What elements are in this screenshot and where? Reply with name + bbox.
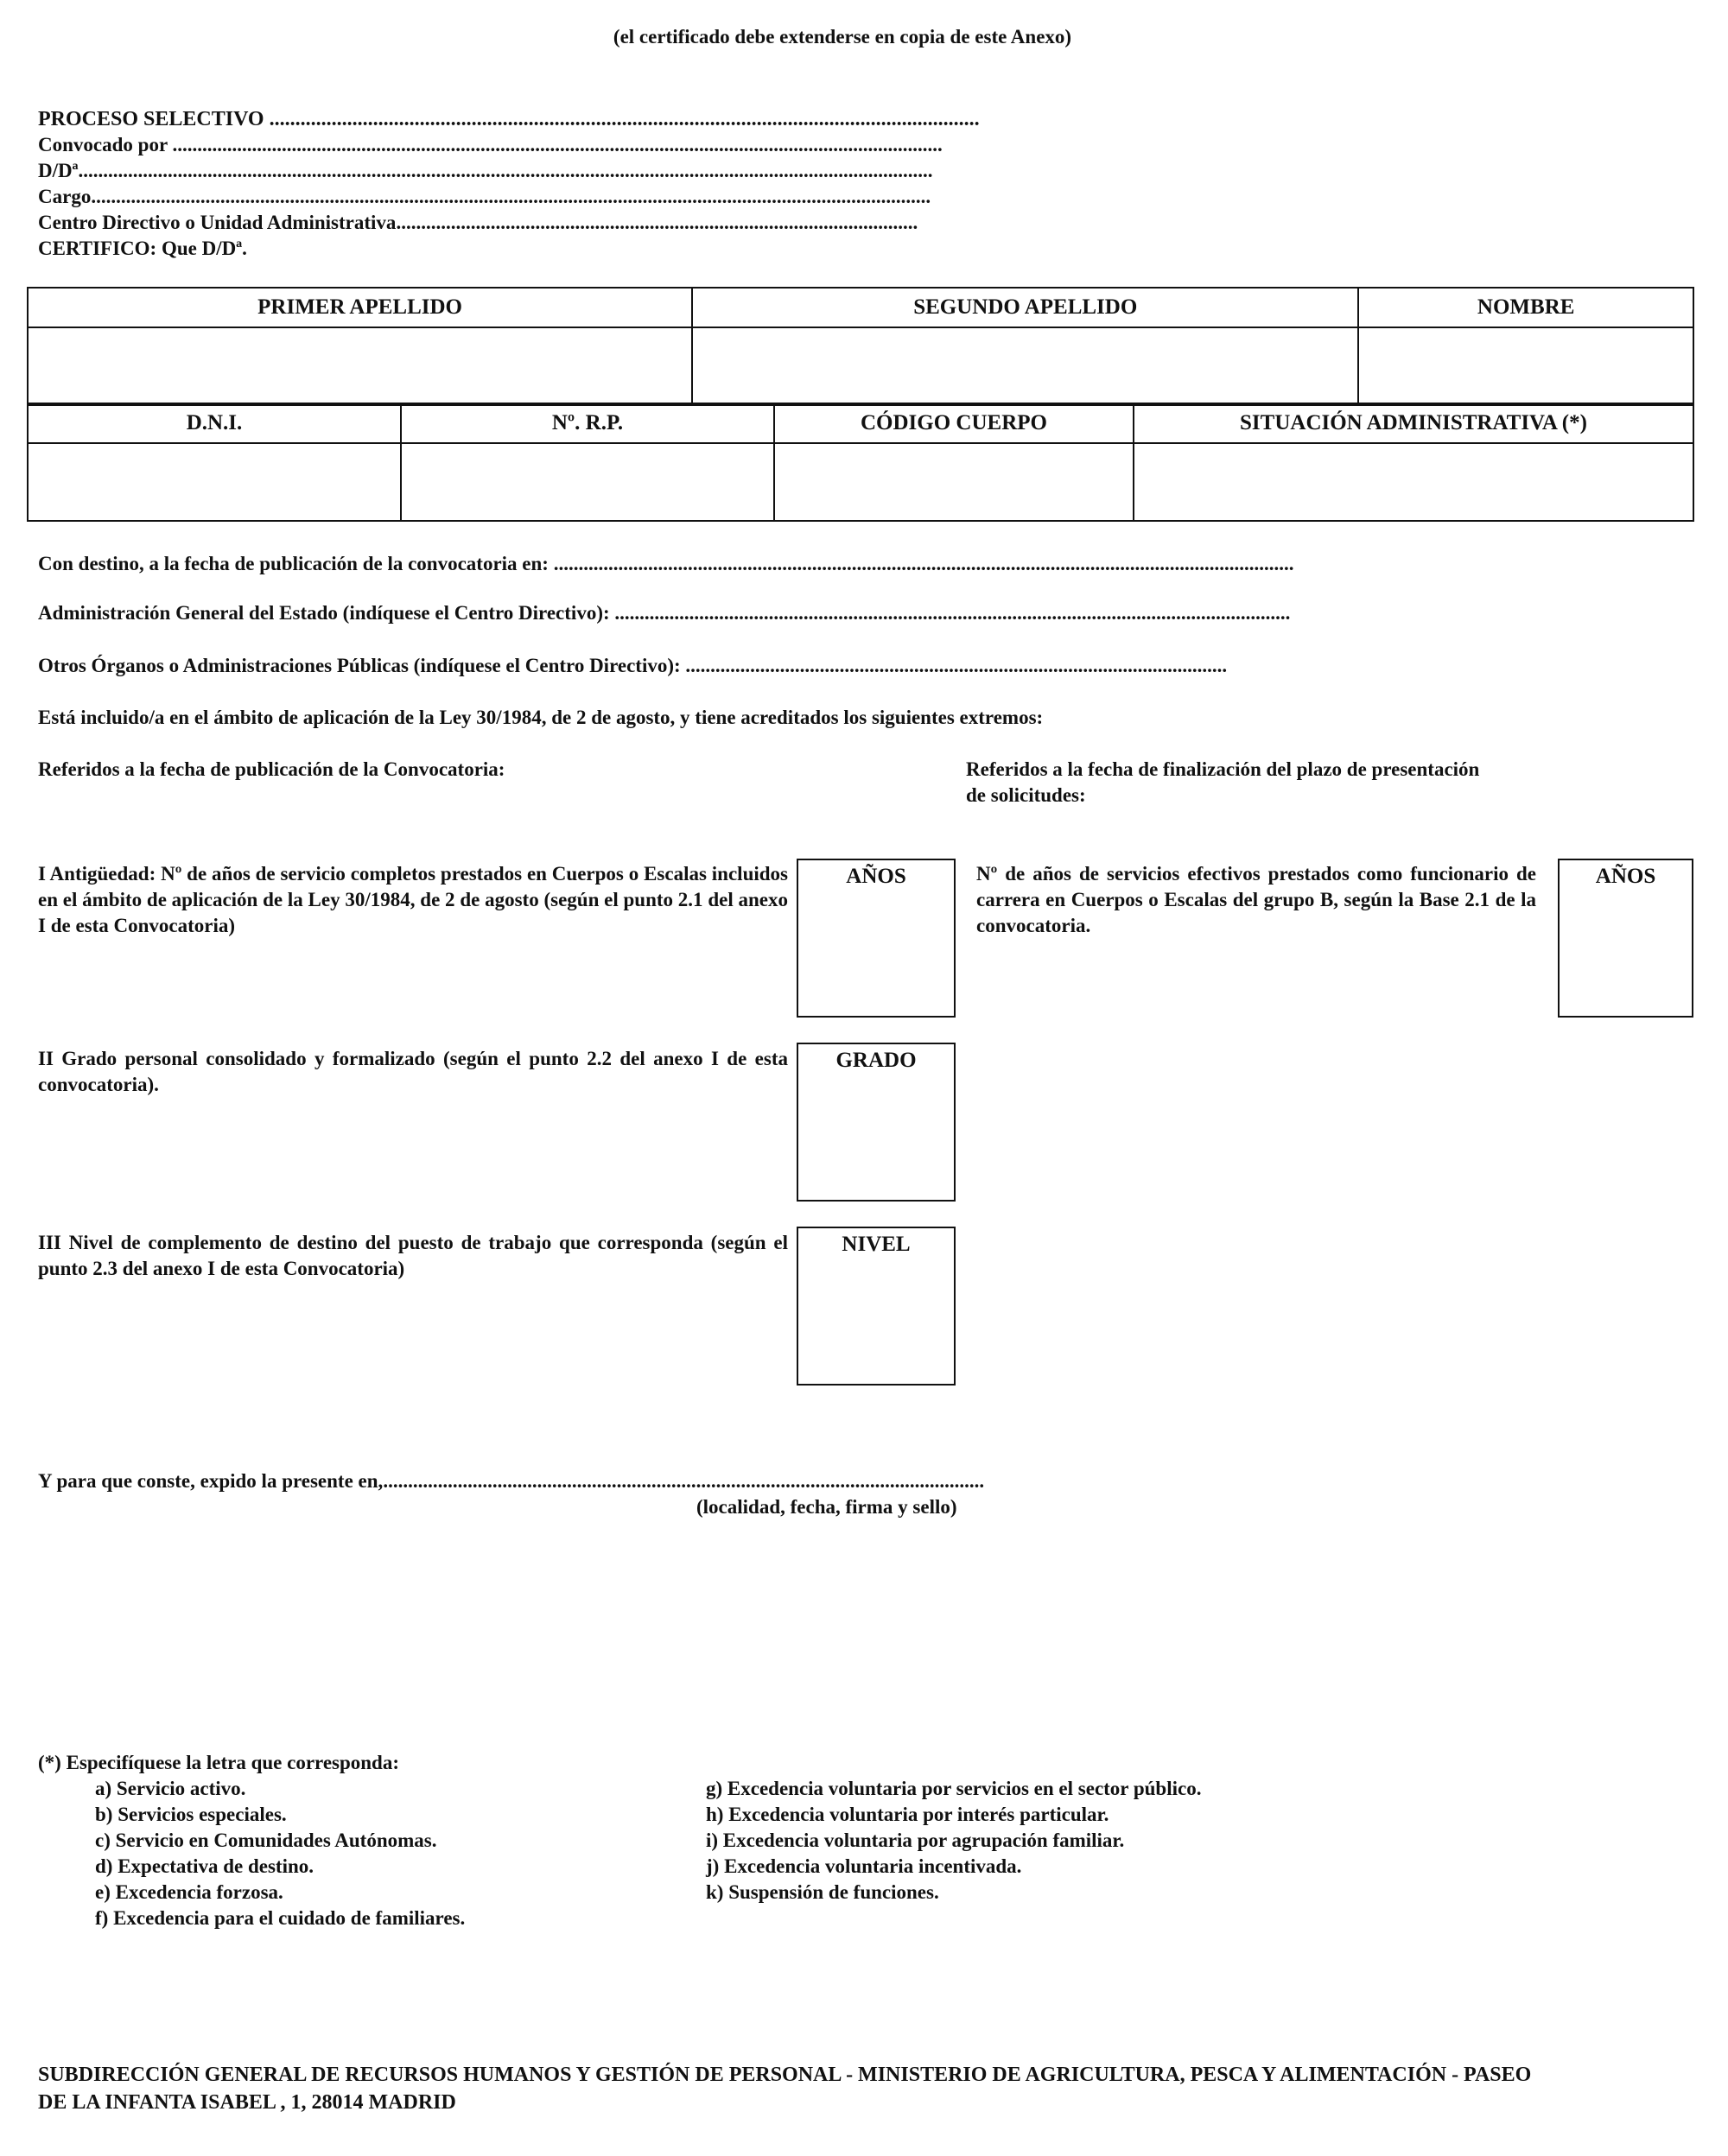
dotted-leader[interactable]: ..................................................................................................................................................... <box>548 553 1294 574</box>
field-label: Con destino, a la fecha de publicación de la convocatoria en: <box>38 553 549 574</box>
input-dni[interactable] <box>28 443 401 521</box>
field-convocado <box>38 132 943 158</box>
field-otros-organos <box>38 653 1227 679</box>
field-label: Centro Directivo o Unidad Administrativa <box>38 212 397 233</box>
field-proceso-selectivo <box>38 106 980 132</box>
incluido-statement: Está incluido/a en el ámbito de aplicación de la Ley 30/1984, de 2 de agosto, y tiene acreditados los siguientes extremos: <box>38 707 1044 728</box>
header-segundo-apellido: SEGUNDO APELLIDO <box>692 288 1358 327</box>
note-item: j) Excedencia voluntaria incentivada. <box>706 1855 1022 1877</box>
field-age <box>38 600 1290 626</box>
dotted-leader[interactable]: ........................................................................................................................................................... <box>167 134 943 155</box>
dotted-leader[interactable]: ........................................................................................................................................ <box>609 602 1291 624</box>
right-heading-line1: Referidos a la fecha de finalización del plazo de presentación <box>966 758 1480 780</box>
box-label: AÑOS <box>1595 865 1656 888</box>
dotted-leader[interactable]: ......................................................................................................................................... <box>264 108 980 130</box>
box-nivel[interactable] <box>797 1227 956 1386</box>
field-label: PROCESO SELECTIVO <box>38 108 264 130</box>
field-centro <box>38 210 918 236</box>
field-dd <box>38 158 933 184</box>
certifico-line: CERTIFICO: Que D/Dª. <box>38 238 247 259</box>
box-label: GRADO <box>835 1049 917 1072</box>
identity-table-ids <box>27 403 1694 522</box>
note-item: g) Excedencia voluntaria por servicios en el sector público. <box>706 1778 1202 1799</box>
footer-address-line2: DE LA INFANTA ISABEL , 1, 28014 MADRID <box>38 2091 456 2114</box>
input-nrp[interactable] <box>401 443 774 521</box>
note-item: b) Servicios especiales. <box>95 1804 287 1825</box>
field-label: D/Dª. <box>38 160 84 181</box>
box-anos-antiguedad[interactable] <box>797 859 956 1018</box>
notes-heading: (*) Especifíquese la letra que corresponda: <box>38 1752 400 1773</box>
header-codigo-cuerpo: CÓDIGO CUERPO <box>774 403 1134 443</box>
note-item: c) Servicio en Comunidades Autónomas. <box>95 1829 437 1851</box>
notes-right-list <box>706 1776 1201 1906</box>
field-label: Convocado por <box>38 134 168 155</box>
box-label: AÑOS <box>846 865 906 888</box>
input-segundo-apellido[interactable] <box>692 327 1358 405</box>
note-item: h) Excedencia voluntaria por interés particular. <box>706 1804 1109 1825</box>
field-label: Otros Órganos o Administraciones Públicas (indíquese el Centro Directivo): <box>38 655 681 676</box>
field-cargo <box>38 184 931 210</box>
header-dni: D.N.I. <box>28 403 401 443</box>
section-antiguedad-text: I Antigüedad: Nº de años de servicio completos prestados en Cuerpos o Escalas incluidos en el ámbito de aplicación de la Ley 30/1984, de 2 de agosto (según el punto 2.1 del anexo I de esta Convocatoria) <box>38 863 788 936</box>
header-primer-apellido: PRIMER APELLIDO <box>28 288 692 327</box>
dotted-leader[interactable]: ........................................................................................................................................................................... <box>83 160 933 181</box>
section-grado-text: II Grado personal consolidado y formalizado (según el punto 2.2 del anexo I de esta convocatoria). <box>38 1048 788 1095</box>
dotted-leader[interactable]: ......................................................................................................... <box>396 212 918 233</box>
note-item: d) Expectativa de destino. <box>95 1855 314 1877</box>
box-label: NIVEL <box>842 1233 911 1256</box>
note-item: i) Excedencia voluntaria por agrupación familiar. <box>706 1829 1125 1851</box>
note-item: e) Excedencia forzosa. <box>95 1881 283 1903</box>
header-nrp: Nº. R.P. <box>401 403 774 443</box>
dotted-leader[interactable]: ............................................................................................................. <box>680 655 1228 676</box>
field-label: Cargo <box>38 186 92 207</box>
input-codigo-cuerpo[interactable] <box>774 443 1134 521</box>
right-heading-line2: de solicitudes: <box>966 784 1086 806</box>
signature-caption: (localidad, fecha, firma y sello) <box>696 1496 957 1518</box>
dotted-leader[interactable]: ......................................................................................................................... <box>383 1470 985 1492</box>
box-anos-servicios[interactable] <box>1558 859 1693 1018</box>
input-nombre[interactable] <box>1358 327 1693 405</box>
input-primer-apellido[interactable] <box>28 327 692 405</box>
signature-text: Y para que conste, expido la presente en, <box>38 1470 384 1492</box>
left-heading: Referidos a la fecha de publicación de la Convocatoria: <box>38 758 505 780</box>
box-grado[interactable] <box>797 1043 956 1202</box>
signature-line <box>38 1468 984 1494</box>
header-nombre: NOMBRE <box>1358 288 1693 327</box>
dotted-leader[interactable]: ......................................................................................................................................................................... <box>91 186 931 207</box>
footer-address-line1: SUBDIRECCIÓN GENERAL DE RECURSOS HUMANOS Y GESTIÓN DE PERSONAL - MINISTERIO DE AGRICULTURA, PESCA Y ALIMENTACIÓN - PASEO <box>38 2064 1532 2086</box>
field-label: Administración General del Estado (indíquese el Centro Directivo): <box>38 602 610 624</box>
section-servicios-grupo-b-text: Nº de años de servicios efectivos prestados como funcionario de carrera en Cuerpos o Escalas del grupo B, según la Base 2.1 de la convocatoria. <box>976 863 1536 936</box>
note-item: f) Excedencia para el cuidado de familiares. <box>95 1907 466 1929</box>
header-situacion-administrativa: SITUACIÓN ADMINISTRATIVA (*) <box>1134 403 1693 443</box>
field-con-destino <box>38 551 1293 577</box>
note-item: a) Servicio activo. <box>95 1778 246 1799</box>
note-item: k) Suspensión de funciones. <box>706 1881 939 1903</box>
identity-table-names <box>27 287 1694 406</box>
section-nivel-text: III Nivel de complemento de destino del puesto de trabajo que corresponda (según el punto 2.3 del anexo I de esta Convocatoria) <box>38 1232 788 1279</box>
input-situacion-administrativa[interactable] <box>1134 443 1693 521</box>
notes-left-list <box>95 1776 465 1931</box>
header-note: (el certificado debe extenderse en copia de este Anexo) <box>613 26 1072 48</box>
